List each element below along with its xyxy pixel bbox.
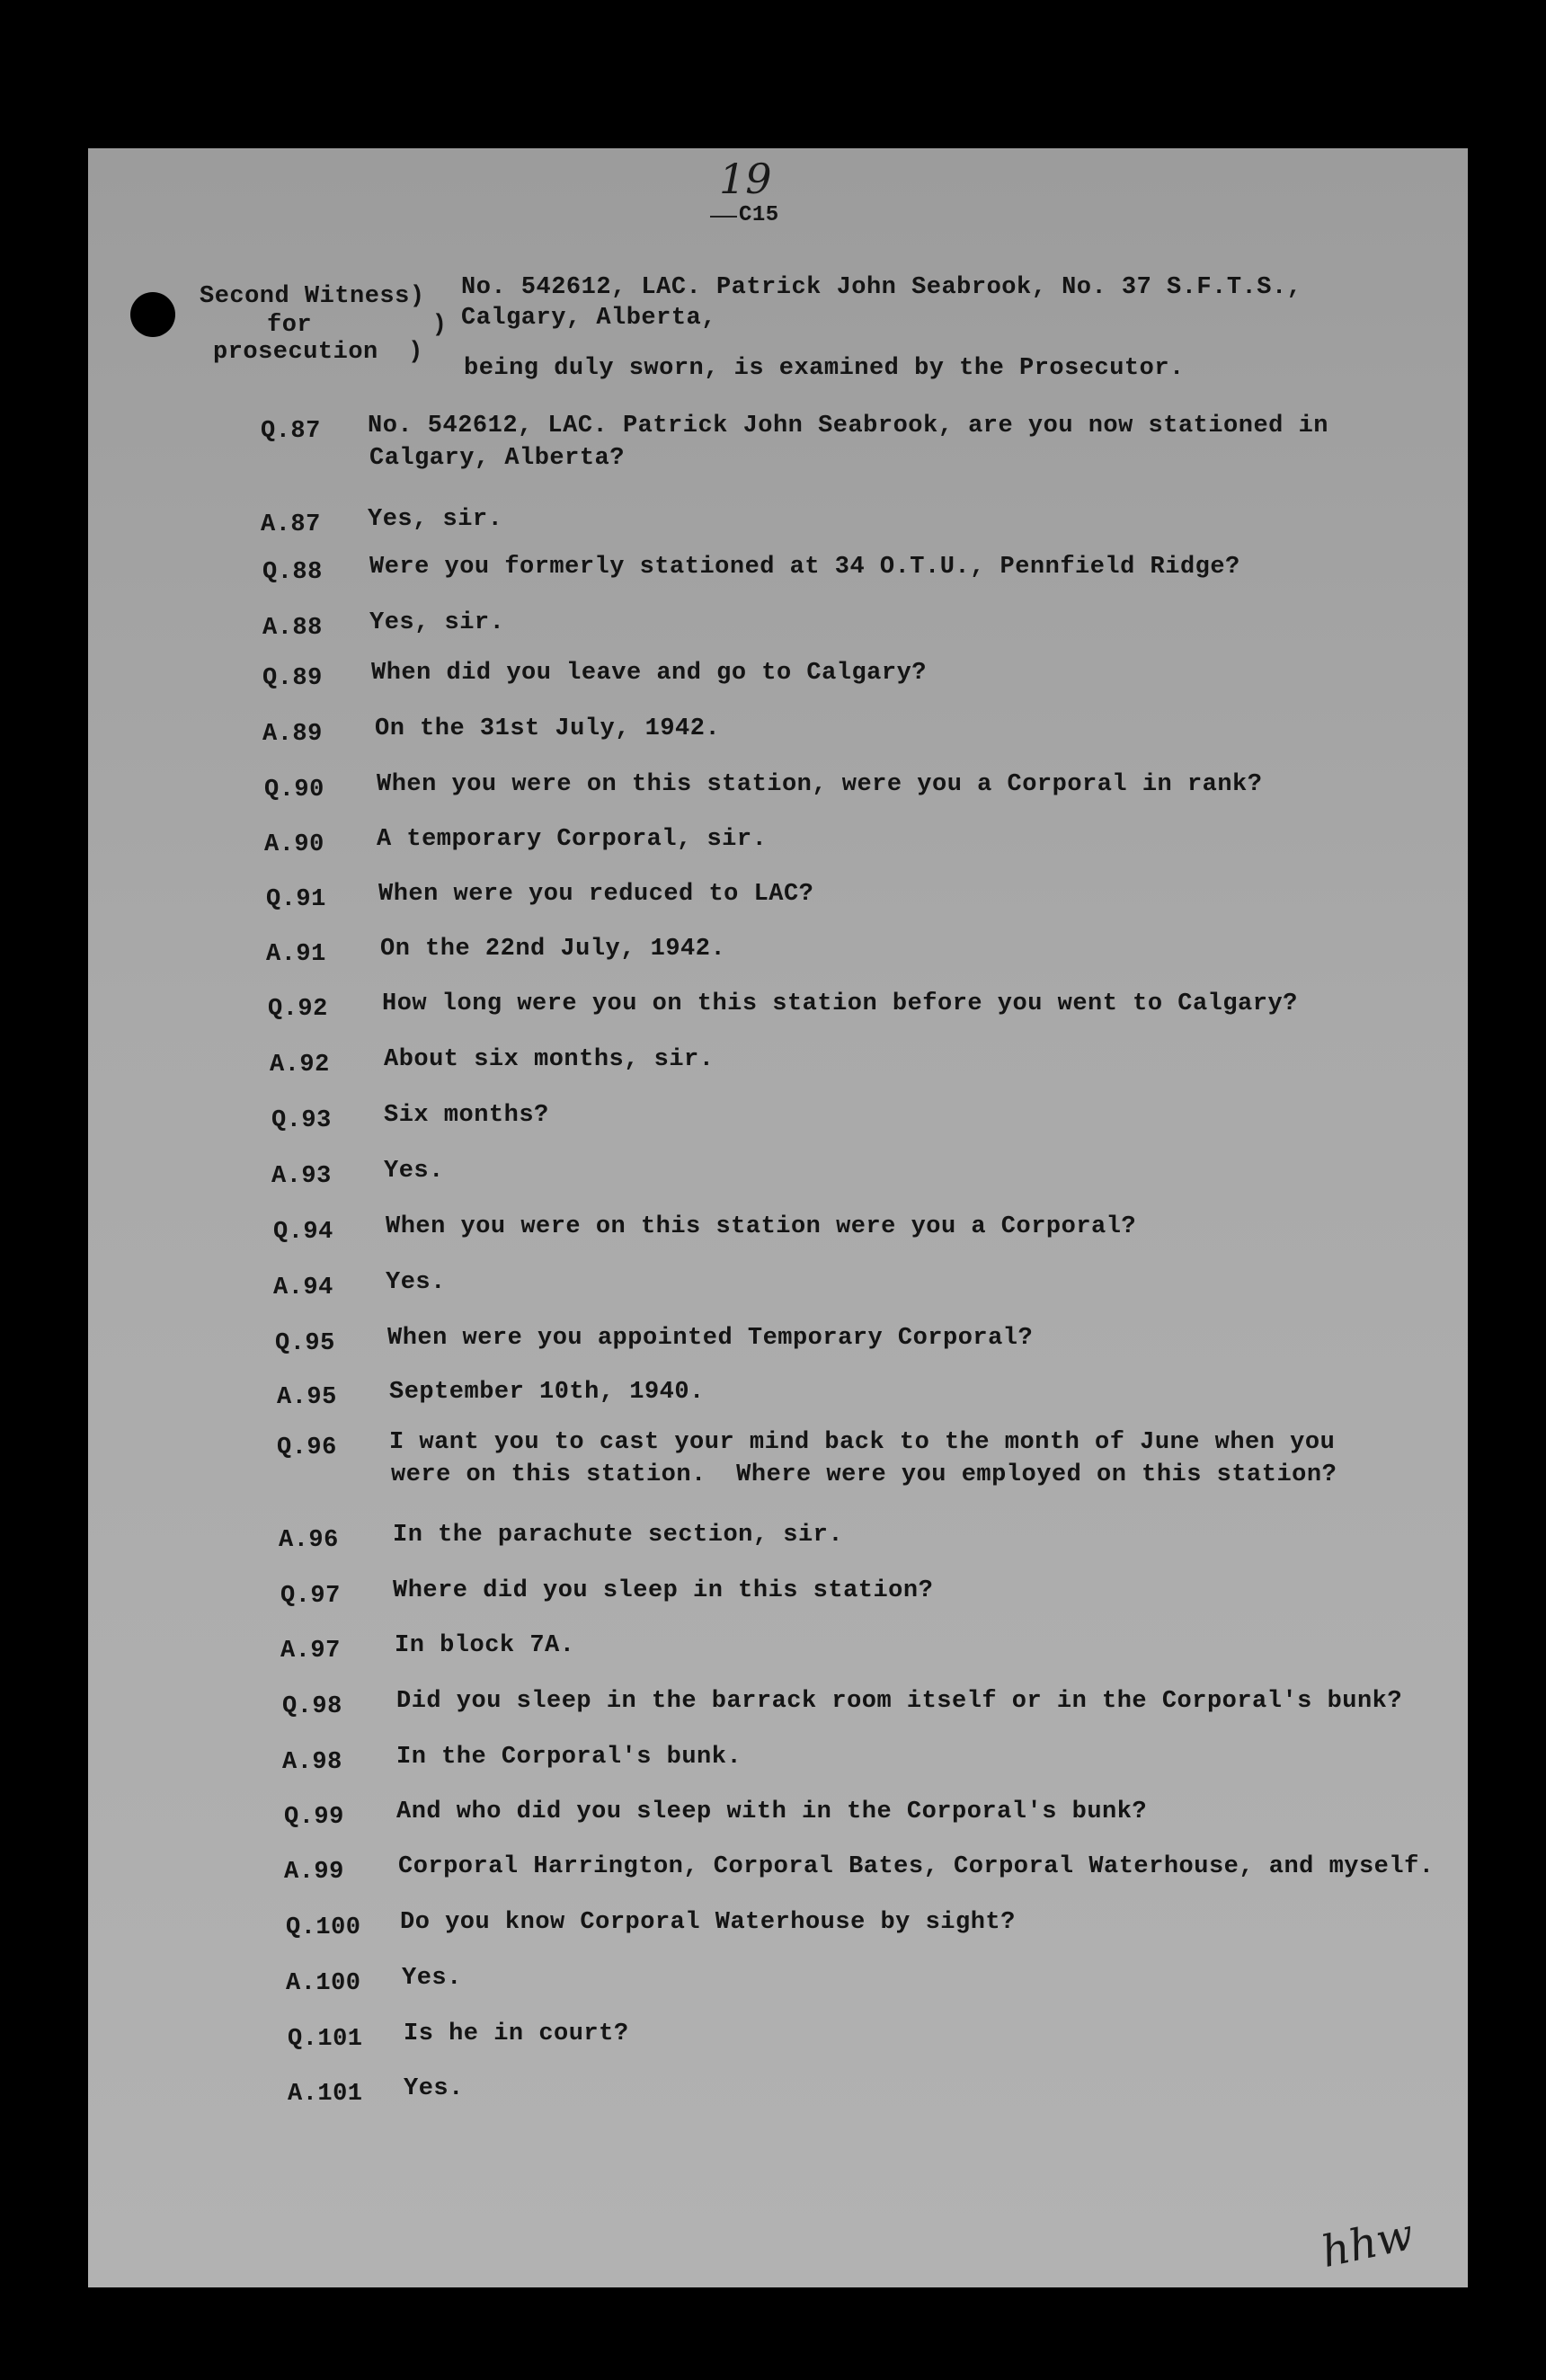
stamp-dash bbox=[710, 216, 737, 218]
question-text: Where did you sleep in this station? bbox=[393, 1577, 934, 1604]
answer-text: Yes. bbox=[384, 1158, 444, 1185]
handwritten-initials: hhw bbox=[1317, 2208, 1418, 2278]
answer-text: Yes, sir. bbox=[368, 506, 503, 533]
answer-number: A.93 bbox=[271, 1163, 332, 1190]
question-text: When you were on this station were you a Corporal? bbox=[386, 1213, 1137, 1240]
question-text: And who did you sleep with in the Corporal's bunk? bbox=[396, 1798, 1148, 1825]
question-number: Q.87 bbox=[261, 418, 321, 445]
answer-number: A.100 bbox=[286, 1970, 361, 1997]
punch-hole bbox=[130, 292, 175, 337]
answer-number: A.101 bbox=[288, 2081, 363, 2108]
answer-number: A.98 bbox=[282, 1749, 342, 1776]
answer-text: September 10th, 1940. bbox=[389, 1379, 705, 1406]
question-text: When were you appointed Temporary Corporal? bbox=[387, 1325, 1034, 1352]
witness-label-3: prosecution ) bbox=[213, 339, 423, 366]
answer-text: Corporal Harrington, Corporal Bates, Corporal Waterhouse, and myself. bbox=[398, 1853, 1435, 1880]
question-number: Q.94 bbox=[273, 1219, 333, 1246]
answer-text: Yes. bbox=[386, 1269, 446, 1296]
answer-number: A.89 bbox=[262, 721, 323, 748]
answer-text: Yes, sir. bbox=[369, 609, 505, 636]
question-number: Q.97 bbox=[280, 1583, 341, 1610]
answer-number: A.96 bbox=[279, 1527, 339, 1554]
question-text: Calgary, Alberta? bbox=[369, 445, 625, 472]
question-number: Q.91 bbox=[266, 886, 326, 913]
answer-number: A.95 bbox=[277, 1384, 337, 1411]
answer-number: A.87 bbox=[261, 511, 321, 538]
answer-text: About six months, sir. bbox=[384, 1046, 715, 1073]
question-number: Q.95 bbox=[275, 1330, 335, 1357]
witness-label-2: for ) bbox=[267, 312, 448, 339]
question-number: Q.92 bbox=[268, 996, 328, 1023]
answer-text: A temporary Corporal, sir. bbox=[377, 826, 768, 853]
question-number: Q.101 bbox=[288, 2026, 363, 2053]
answer-number: A.92 bbox=[270, 1052, 330, 1079]
question-number: Q.93 bbox=[271, 1107, 332, 1134]
answer-text: In the Corporal's bunk. bbox=[396, 1744, 742, 1771]
question-text: Were you formerly stationed at 34 O.T.U., Pennfield Ridge? bbox=[369, 554, 1240, 581]
answer-text: Yes. bbox=[404, 2075, 464, 2102]
witness-line-1: No. 542612, LAC. Patrick John Seabrook, No. 37 S.F.T.S., bbox=[461, 274, 1302, 301]
question-text: Do you know Corporal Waterhouse by sight? bbox=[400, 1909, 1016, 1936]
question-text: I want you to cast your mind back to the month of June when you bbox=[389, 1429, 1336, 1456]
question-text: How long were you on this station before you went to Calgary? bbox=[382, 990, 1298, 1017]
question-number: Q.98 bbox=[282, 1693, 342, 1720]
answer-number: A.94 bbox=[273, 1274, 333, 1301]
answer-text: On the 22nd July, 1942. bbox=[380, 936, 726, 963]
handwritten-page-number: 19 bbox=[719, 155, 772, 203]
question-number: Q.88 bbox=[262, 559, 323, 586]
answer-number: A.91 bbox=[266, 941, 326, 968]
question-number: Q.90 bbox=[264, 777, 324, 804]
answer-text: Yes. bbox=[402, 1965, 462, 1992]
answer-number: A.97 bbox=[280, 1638, 341, 1665]
question-number: Q.100 bbox=[286, 1914, 361, 1941]
answer-number: A.90 bbox=[264, 831, 324, 858]
question-text: Six months? bbox=[384, 1102, 549, 1129]
answer-text: On the 31st July, 1942. bbox=[375, 715, 721, 742]
question-text: Did you sleep in the barrack room itself or in the Corporal's bunk? bbox=[396, 1688, 1403, 1715]
witness-label-1: Second Witness) bbox=[200, 283, 425, 310]
question-text: Is he in court? bbox=[404, 2020, 629, 2047]
question-text: No. 542612, LAC. Patrick John Seabrook, are you now stationed in bbox=[368, 413, 1328, 440]
answer-number: A.99 bbox=[284, 1859, 344, 1886]
question-text: When you were on this station, were you a Corporal in rank? bbox=[377, 771, 1263, 798]
question-text: When were you reduced to LAC? bbox=[378, 881, 814, 908]
question-text: When did you leave and go to Calgary? bbox=[371, 660, 927, 687]
question-text: were on this station. Where were you employed on this station? bbox=[391, 1461, 1337, 1488]
question-number: Q.99 bbox=[284, 1804, 344, 1831]
answer-text: In block 7A. bbox=[395, 1632, 575, 1659]
stamp-code: C15 bbox=[739, 203, 779, 227]
witness-line-2: Calgary, Alberta, bbox=[461, 305, 716, 332]
sworn-line: being duly sworn, is examined by the Prosecutor. bbox=[464, 355, 1185, 382]
question-number: Q.96 bbox=[277, 1434, 337, 1461]
answer-text: In the parachute section, sir. bbox=[393, 1522, 844, 1549]
answer-number: A.88 bbox=[262, 615, 323, 642]
question-number: Q.89 bbox=[262, 665, 323, 692]
